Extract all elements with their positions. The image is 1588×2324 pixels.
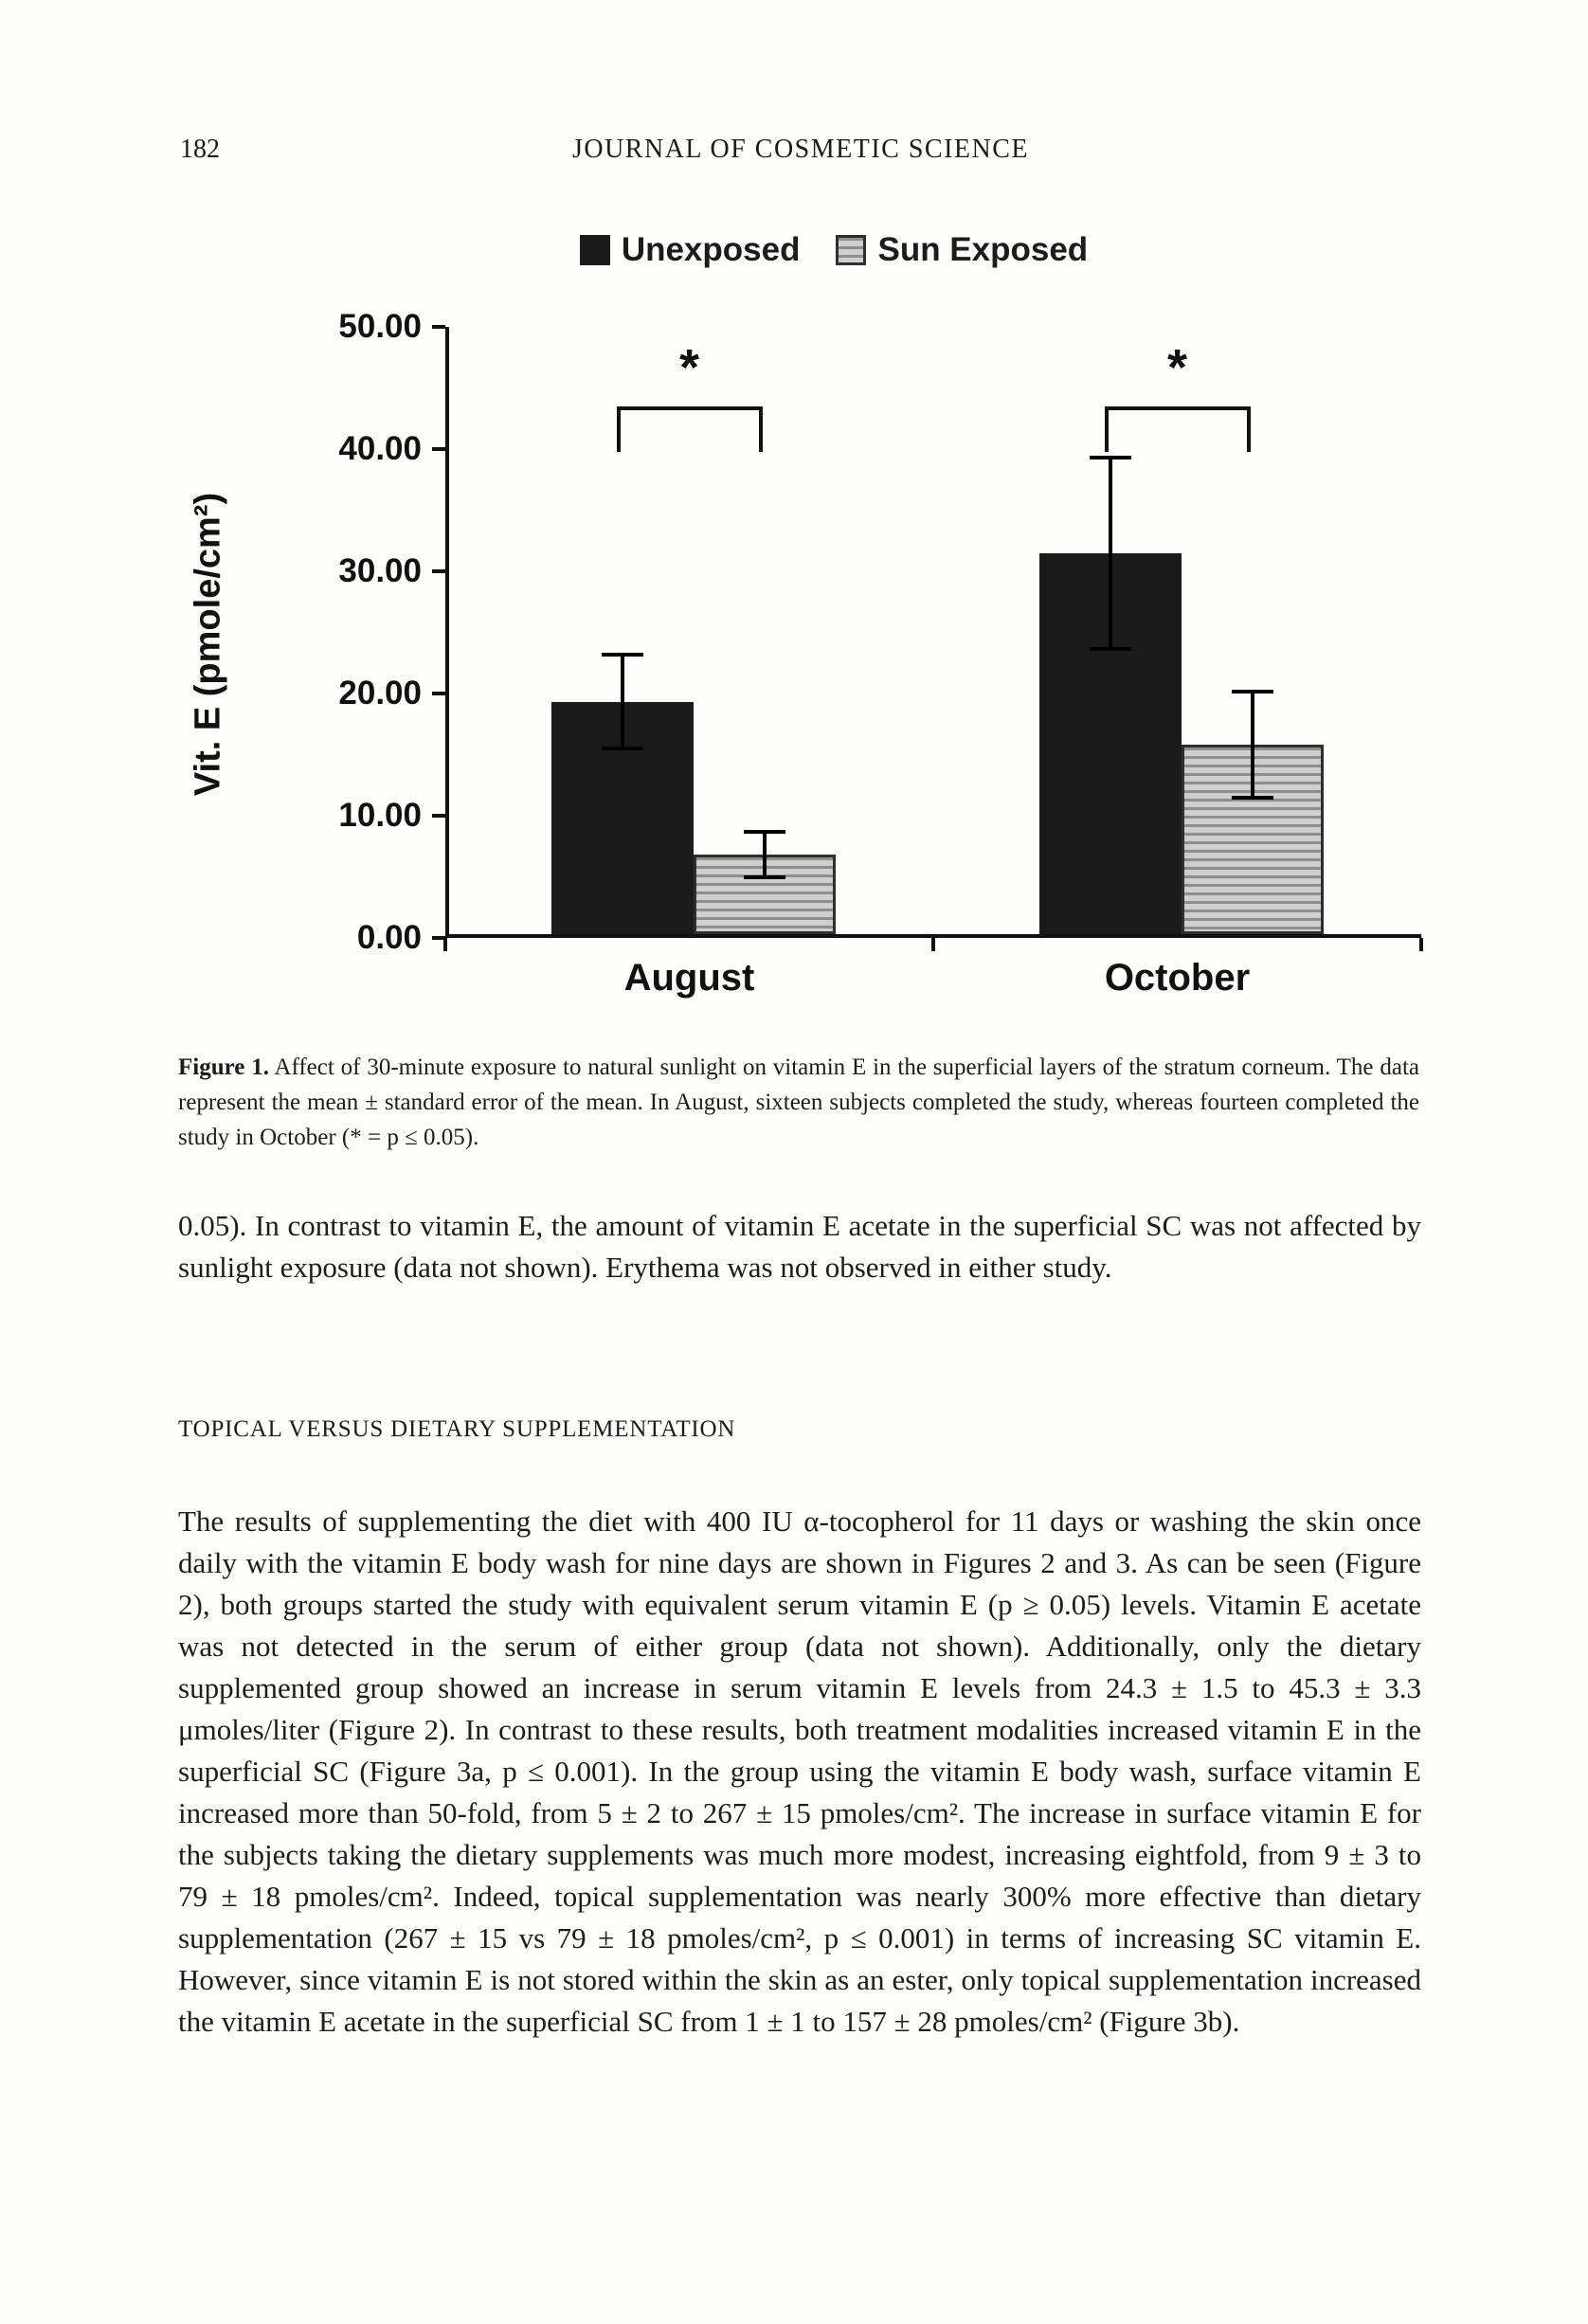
journal-title: JOURNAL OF COSMETIC SCIENCE	[571, 135, 1030, 164]
chart-legend	[407, 231, 1260, 269]
error-bar-cap-bottom	[744, 875, 785, 879]
page-number: 182	[180, 135, 220, 164]
error-bar-cap-bottom	[1232, 796, 1273, 800]
y-tick-label: 40.00	[338, 430, 422, 467]
page-header	[180, 135, 1421, 172]
x-tick-mark	[1419, 938, 1423, 951]
y-tick-label: 30.00	[338, 552, 422, 589]
x-tick-mark	[931, 938, 935, 951]
y-tick-mark	[432, 325, 445, 329]
x-tick-mark	[443, 938, 447, 951]
body-paragraph-2: The results of supplementing the diet with 400 IU α-tocopherol for 11 days or washing the skin once daily with the vitamin E body wash for nine days are shown in Figures 2 and 3. As can be seen (Figure 2), both groups started the study with equivalent serum vitamin E (p ≥ 0.05) levels. Vitamin E acetate was not detected in the serum of either group (data not shown). Additionally, only the dietary supplemented group showed an increase in serum vitamin E levels from 24.3 ± 1.5 to 45.3 ± 3.3 μmoles/liter (Figure 2). In contrast to these results, both treatment modalities increased vitamin E in the superficial SC (Figure 3a, p ≤ 0.001). In the group using the vitamin E body wash, surface vitamin E increased more than 50-fold, from 5 ± 2 to 267 ± 15 pmoles/cm². The increase in surface vitamin E for the subjects taking the dietary supplements was much more modest, increasing eightfold, from 9 ± 3 to 79 ± 18 pmoles/cm². Indeed, topical supplementation was nearly 300% more effective than dietary supplementation (267 ± 15 vs 79 ± 18 pmoles/cm², p ≤ 0.001) in terms of increasing SC vitamin E. However, since vitamin E is not stored within the skin as an ester, only topical supplementation increased the vitamin E acetate in the superficial SC from 1 ± 1 to 157 ± 28 pmoles/cm² (Figure 3b).	[178, 1504, 1421, 2038]
x-category-label: August	[623, 957, 755, 999]
error-bar-line	[1109, 456, 1112, 651]
y-tick-mark	[432, 569, 445, 573]
error-bar-cap-top	[744, 830, 785, 834]
legend-swatch-sun-exposed-icon	[836, 235, 866, 265]
legend-label: Unexposed	[621, 231, 801, 268]
y-tick-label: 10.00	[338, 797, 422, 834]
section-heading: TOPICAL VERSUS DIETARY SUPPLEMENTATION	[178, 1416, 736, 1442]
error-bar-cap-top	[1090, 456, 1131, 459]
figure-caption-text: Affect of 30-minute exposure to natural sunlight on vitamin E in the superficial layers of the stratum corneum. The data represent the mean ± standard error of the mean. In August, sixteen subjects completed the study, whereas fourteen completed the study in October (* = p ≤ 0.05).	[178, 1054, 1419, 1150]
y-tick-mark	[432, 692, 445, 695]
y-axis-title: Vit. E (pmole/cm²)	[188, 492, 228, 797]
significance-bracket	[1105, 406, 1251, 452]
error-bar-line	[1251, 690, 1254, 800]
x-category-label: October	[1104, 957, 1251, 999]
significance-bracket	[617, 406, 763, 452]
error-bar-cap-top	[1232, 690, 1273, 694]
y-tick-label: 20.00	[338, 675, 422, 712]
legend-item-unexposed	[580, 231, 801, 269]
error-bar-line	[621, 653, 624, 750]
error-bar	[602, 653, 643, 750]
error-bar-line	[763, 830, 767, 879]
legend-swatch-unexposed-icon	[580, 235, 610, 265]
error-bar-cap-bottom	[602, 747, 643, 750]
y-tick-mark	[432, 814, 445, 818]
plot-area	[445, 327, 1421, 938]
figure-caption-label: Figure 1.	[178, 1054, 269, 1080]
error-bar	[744, 830, 785, 879]
error-bar	[1090, 456, 1131, 651]
significance-asterisk: *	[678, 339, 699, 396]
figure-caption	[178, 1050, 1419, 1155]
error-bar-cap-top	[602, 653, 643, 657]
error-bar	[1232, 690, 1273, 800]
legend-label: Sun Exposed	[877, 231, 1089, 268]
vitamin-e-bar-chart	[152, 303, 1497, 1052]
significance-asterisk: *	[1166, 339, 1187, 396]
y-tick-mark	[432, 447, 445, 451]
error-bar-cap-bottom	[1090, 647, 1131, 651]
y-tick-label: 0.00	[356, 919, 422, 956]
y-tick-label: 50.00	[338, 308, 422, 345]
legend-item-sun-exposed	[836, 231, 1088, 269]
body-paragraph-1: 0.05). In contrast to vitamin E, the amount of vitamin E acetate in the superficial SC was not affected by sunlight exposure (data not shown). Erythema was not observed in either study.	[178, 1209, 1421, 1284]
